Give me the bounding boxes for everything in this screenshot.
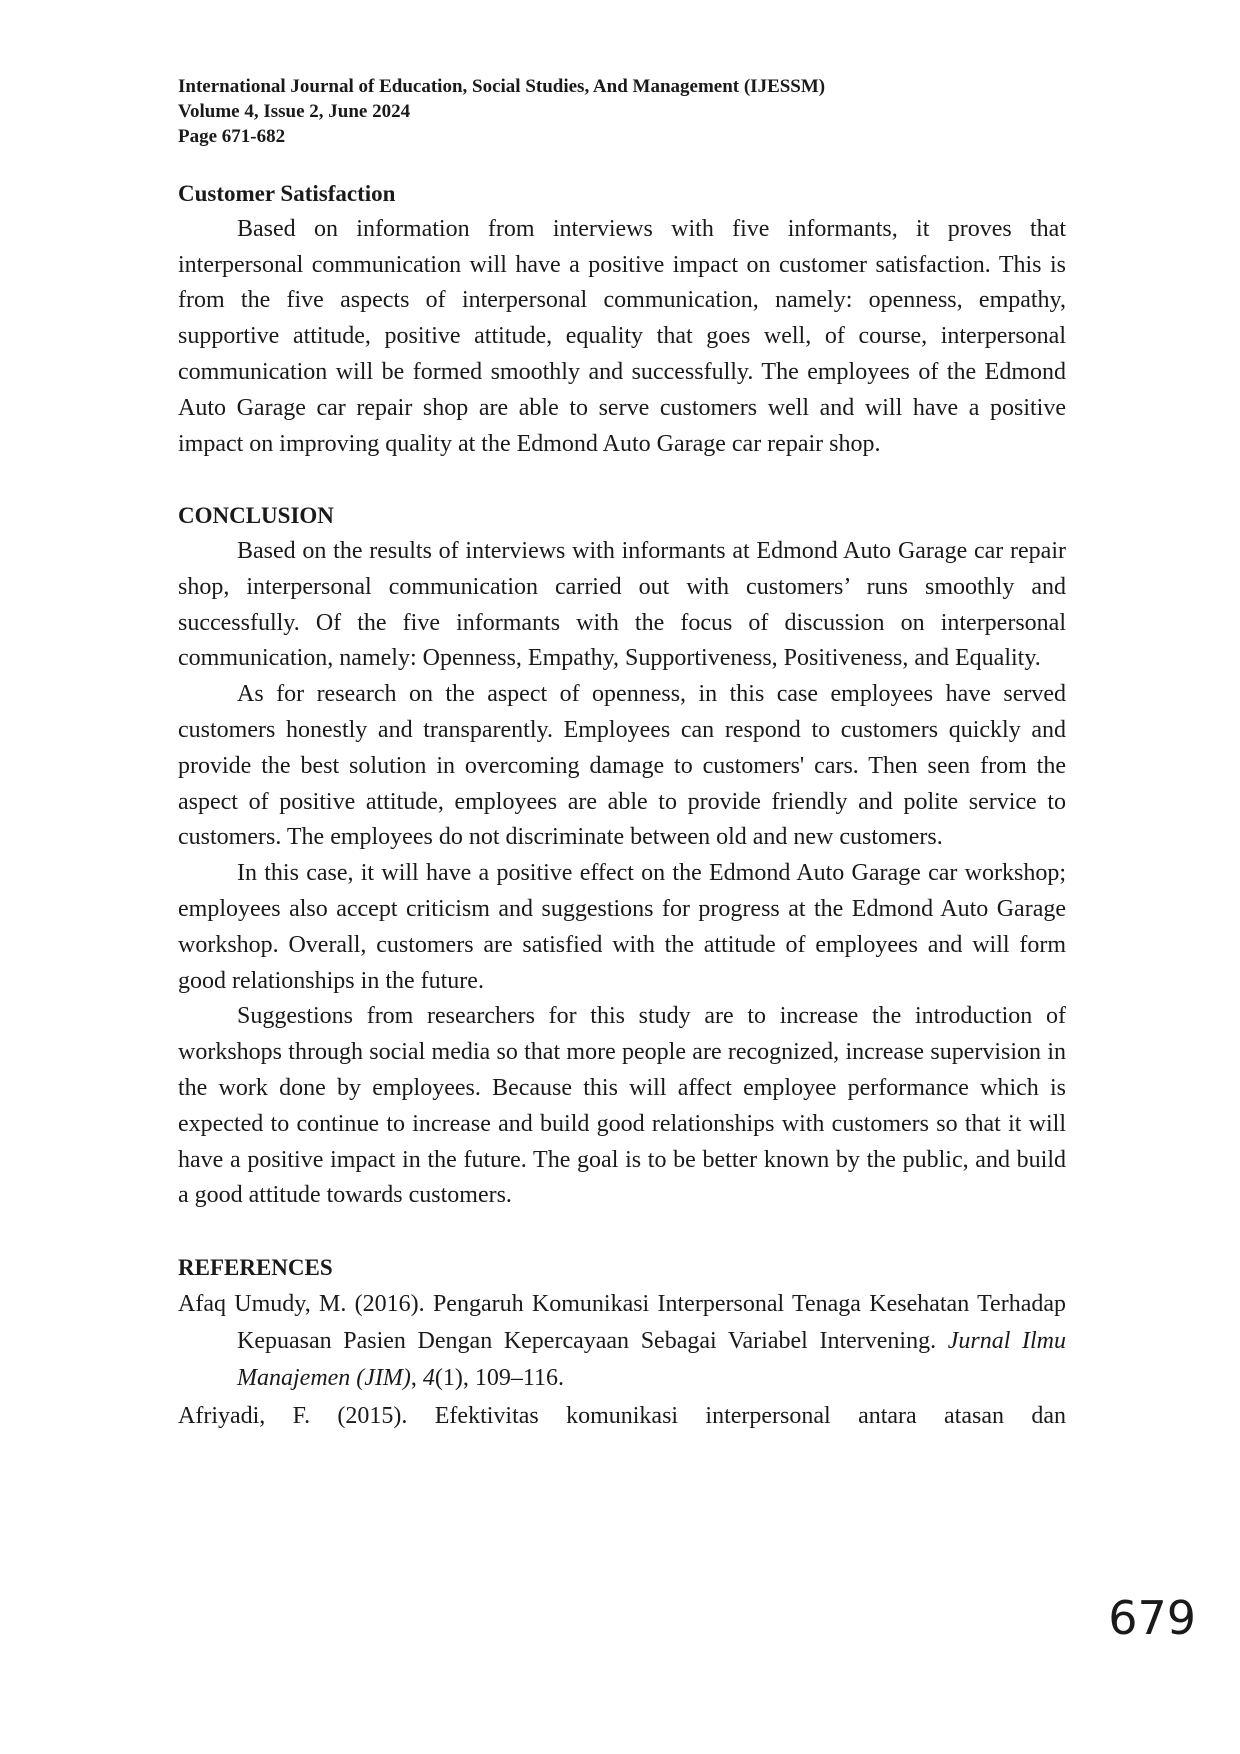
running-header	[178, 74, 1066, 149]
section-conclusion	[178, 498, 1066, 1214]
reference-separator: ,	[410, 1364, 423, 1391]
section-heading: REFERENCES	[178, 1254, 333, 1280]
section-heading: Customer Satisfaction	[178, 181, 396, 206]
section-references	[178, 1250, 1066, 1435]
section-customer-satisfaction	[178, 176, 1066, 462]
reference-text: Afaq Umudy, M. (2016). Pengaruh Komunikasi Interpersonal Tenaga Kesehatan Terhadap Kepuasan Pasien Dengan Kepercayaan Sebagai Variabel Intervening.	[178, 1290, 1066, 1354]
reference-issue-pages: (1), 109–116.	[434, 1364, 565, 1391]
journal-title: International Journal of Education, Social Studies, And Management (IJESSM)	[178, 76, 826, 97]
reference-journal: Jurnal Ilmu Manajemen (JIM)	[237, 1327, 1066, 1391]
reference-entry: Afriyadi, F. (2015). Efektivitas komunikasi interpersonal antara atasan dan	[178, 1402, 1066, 1429]
journal-volume: Volume 4, Issue 2, June 2024	[178, 101, 411, 122]
page-number: 679	[1108, 1591, 1196, 1645]
paragraph: In this case, it will have a positive effect on the Edmond Auto Garage car workshop; employees also accept criticism and suggestions for progress at the Edmond Auto Garage workshop. Overall, customers are satisfied with the attitude of employees and will form good relationships in the future.	[178, 860, 1066, 994]
journal-pages: Page 671-682	[178, 126, 286, 147]
article-body	[178, 176, 1066, 1435]
reference-entry	[178, 1286, 1066, 1397]
paragraph: Suggestions from researchers for this study are to increase the introduction of workshops through social media so that more people are recognized, increase supervision in the work done by employees. Because this will affect employee performance which is expected to continue to increase and build good relationships with customers so that it will have a positive impact in the future. The goal is to be better known by the public, and build a good attitude towards customers.	[178, 1003, 1066, 1209]
section-heading: CONCLUSION	[178, 503, 334, 529]
paragraph: As for research on the aspect of openness, in this case employees have served customers honestly and transparently. Employees can respond to customers quickly and provide the best solution in overcoming damage to customers' cars. Then seen from the aspect of positive attitude, employees are able to provide friendly and polite service to customers. The employees do not discriminate between old and new customers.	[178, 681, 1066, 851]
reference-volume: 4	[422, 1364, 435, 1391]
paragraph: Based on information from interviews with five informants, it proves that interpersonal communication will have a positive impact on customer satisfaction. This is from the five aspects of interpersonal communication, namely: openness, empathy, supportive attitude, positive attitude, equality that goes well, of course, interpersonal communication will be formed smoothly and successfully. The employees of the Edmond Auto Garage car repair shop are able to serve customers well and will have a positive impact on improving quality at the Edmond Auto Garage car repair shop.	[178, 215, 1066, 457]
paragraph: Based on the results of interviews with informants at Edmond Auto Garage car repair shop, interpersonal communication carried out with customers’ runs smoothly and successfully. Of the five informants with the focus of discussion on interpersonal communication, namely: Openness, Empathy, Supportiveness, Positiveness, and Equality.	[178, 537, 1066, 672]
